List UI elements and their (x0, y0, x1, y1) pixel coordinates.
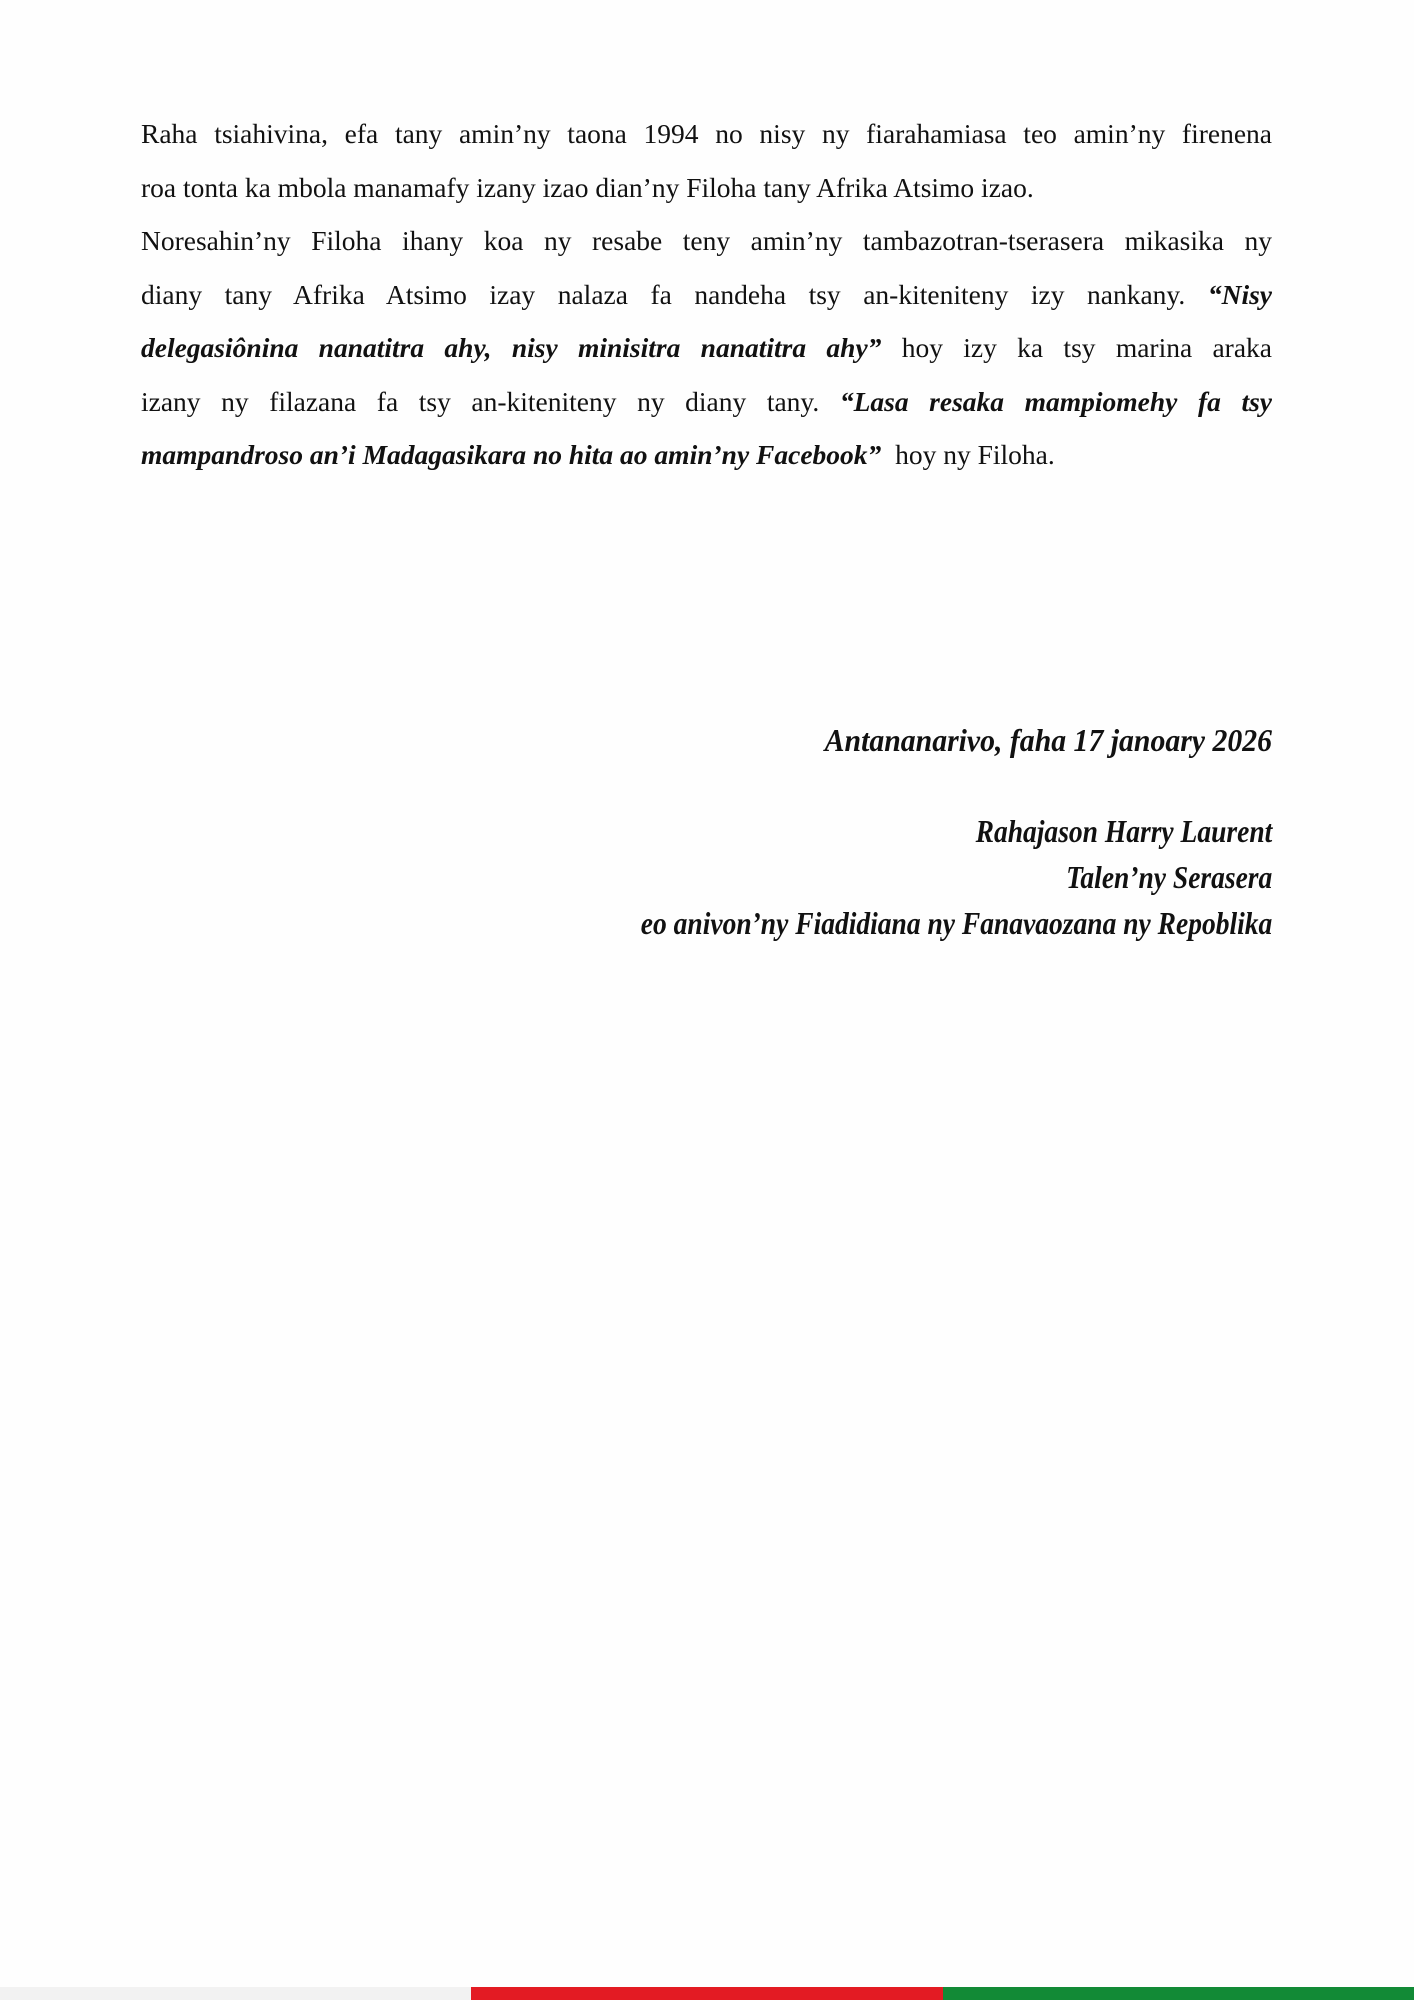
text-line-2 (141, 161, 1272, 215)
text-regular: hoy ny Filoha. (895, 439, 1055, 470)
text-line-2-content: roa tonta ka mbola manamafy izany izao dian’ny Filoha tany Afrika Atsimo izao. (141, 171, 1034, 203)
signature-block (641, 808, 1272, 946)
quote-bold-italic: mampandroso an’i Madagasikara no hita ao amin’ny Facebook” (141, 439, 882, 470)
text-line-6-content (141, 375, 1272, 429)
text-line-1 (141, 107, 1272, 161)
signatory-title: Talen’ny Serasera (1065, 859, 1272, 895)
quote-bold-italic: delegasiônina nanatitra ahy, nisy minisitra nanatitra ahy” (141, 332, 882, 363)
signatory-name: Rahajason Harry Laurent (975, 813, 1272, 849)
text-regular: izany ny filazana fa tsy an-kiteniteny ny diany tany. (141, 385, 820, 417)
text-line-7 (141, 428, 1272, 482)
place-and-date: Antananarivo, faha 17 janoary 2026 (824, 722, 1272, 758)
footer-flag-bar (0, 1987, 1414, 2000)
text-line-6 (141, 375, 1272, 429)
text-line-3 (141, 214, 1272, 268)
text-line-3-content: Noresahin’ny Filoha ihany koa ny resabe teny amin’ny tambazotran-tserasera mikasika ny (141, 225, 1272, 256)
text-line-5 (141, 321, 1272, 375)
text-line-4 (141, 268, 1272, 322)
text-regular: hoy izy ka tsy marina araka (901, 332, 1272, 363)
body-text (141, 107, 1272, 482)
signatory-office: eo anivon’ny Fiadidiana ny Fanavaozana ny Repoblika (640, 905, 1272, 941)
text-line-7-content (141, 428, 1272, 482)
flag-segment-white (0, 1987, 471, 2000)
text-line-5-content (141, 321, 1272, 375)
text-line-1-content: Raha tsiahivina, efa tany amin’ny taona 1994 no nisy ny fiarahamiasa teo amin’ny firenena (141, 118, 1272, 149)
text-regular: diany tany Afrika Atsimo izay nalaza fa nandeha tsy an-kiteniteny izy nankany. (141, 278, 1186, 310)
flag-segment-red (471, 1987, 943, 2000)
text-line-4-content (141, 268, 1272, 322)
flag-segment-green (943, 1987, 1414, 2000)
quote-bold-italic: “Nisy (1207, 278, 1273, 310)
quote-bold-italic: “Lasa resaka mampiomehy fa tsy (839, 385, 1272, 417)
